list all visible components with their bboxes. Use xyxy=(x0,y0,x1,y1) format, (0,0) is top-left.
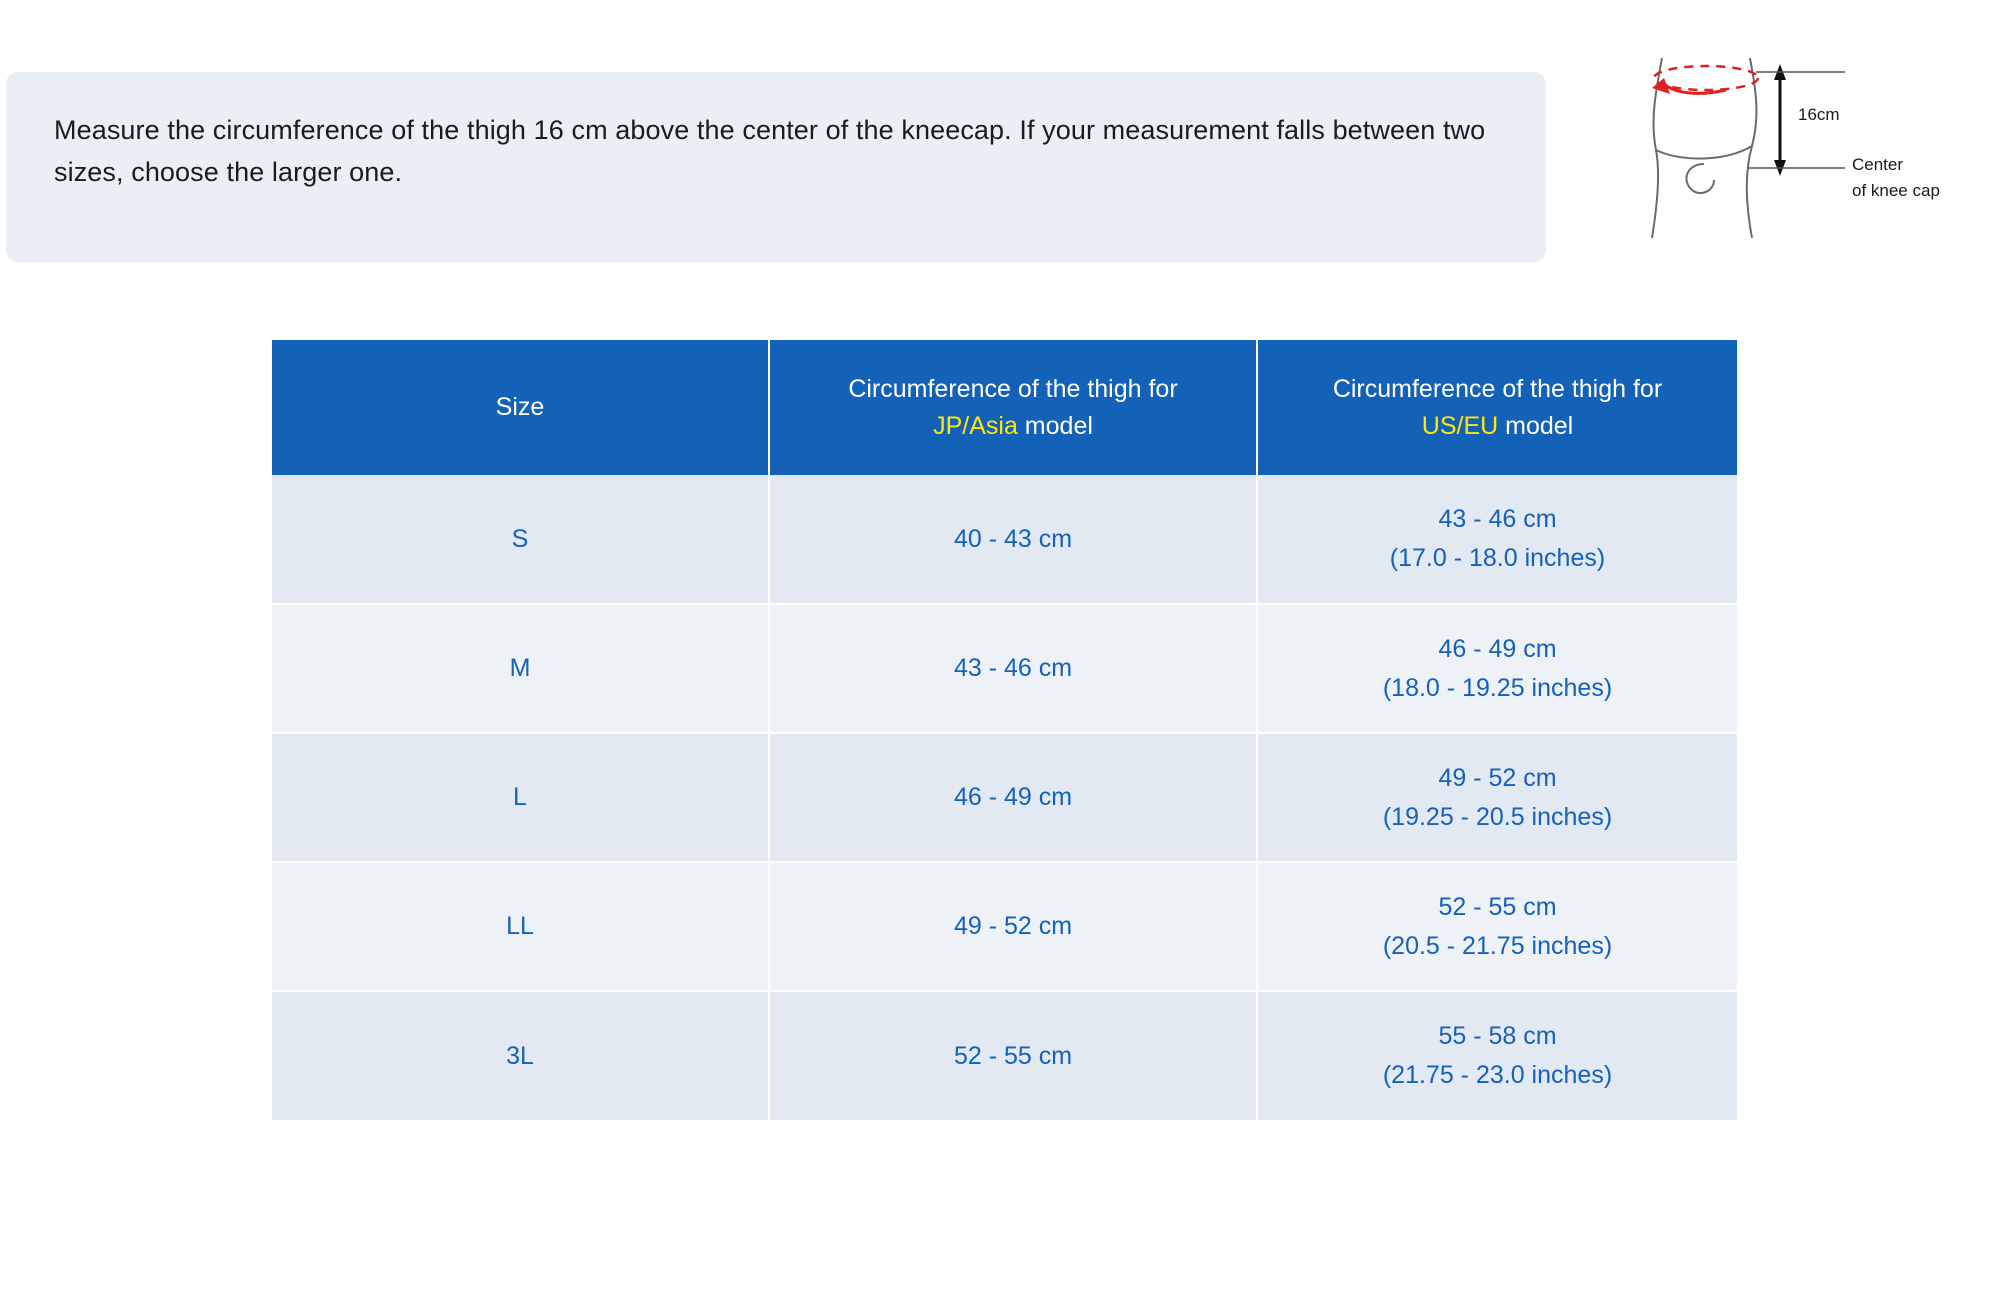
size-chart xyxy=(272,340,1737,1120)
instruction-banner xyxy=(6,72,1546,262)
cell-jp-range: 43 - 46 cm xyxy=(769,604,1257,733)
column-header-us-highlight: US/EU xyxy=(1421,411,1499,440)
column-header-jp-highlight: JP/Asia xyxy=(933,411,1018,440)
cell-size: LL xyxy=(272,862,769,991)
cell-us-range-cm: 43 - 46 cm xyxy=(1438,505,1557,534)
cell-us-range-cm: 49 - 52 cm xyxy=(1438,763,1557,792)
diagram-center-label-line1: Center xyxy=(1852,155,1904,174)
table-row xyxy=(272,862,1737,991)
column-header-size-label: Size xyxy=(495,393,545,422)
cell-us-range-inches: (21.75 - 23.0 inches) xyxy=(1382,1061,1613,1089)
cell-us-range-inches: (17.0 - 18.0 inches) xyxy=(1389,544,1606,572)
diagram-measure-label: 16cm xyxy=(1798,105,1840,124)
cell-us-range-inches: (18.0 - 19.25 inches) xyxy=(1382,673,1613,702)
column-header-us-eu xyxy=(1257,340,1737,475)
table-row xyxy=(272,604,1737,733)
cell-size: S xyxy=(272,475,769,604)
cell-us-range-cm: 52 - 55 cm xyxy=(1438,892,1557,921)
column-header-jp-suffix: model xyxy=(1017,411,1093,440)
column-header-jp-prefix: Circumference of the thigh for xyxy=(848,375,1178,404)
cell-us-range xyxy=(1257,733,1737,862)
cell-us-range-inches: (19.25 - 20.5 inches) xyxy=(1382,802,1613,831)
table-row xyxy=(272,733,1737,862)
cell-us-range xyxy=(1257,991,1737,1120)
cell-size: L xyxy=(272,733,769,862)
diagram-center-label-line2: of knee cap xyxy=(1852,181,1940,200)
cell-jp-range: 49 - 52 cm xyxy=(769,862,1257,991)
cell-us-range-inches: (20.5 - 21.75 inches) xyxy=(1382,931,1613,960)
cell-size: 3L xyxy=(272,991,769,1120)
cell-us-range xyxy=(1257,475,1737,604)
cell-us-range xyxy=(1257,604,1737,733)
column-header-size xyxy=(272,340,769,475)
table-row xyxy=(272,475,1737,604)
cell-us-range xyxy=(1257,862,1737,991)
cell-jp-range: 46 - 49 cm xyxy=(769,733,1257,862)
cell-size: M xyxy=(272,604,769,733)
table-header-row xyxy=(272,340,1737,475)
cell-us-range-cm: 46 - 49 cm xyxy=(1438,634,1557,663)
table-row xyxy=(272,991,1737,1120)
size-table xyxy=(272,340,1737,1120)
column-header-us-suffix: model xyxy=(1498,411,1574,440)
instruction-text: Measure the circumference of the thigh 16 cm above the center of the kneecap. If your measurement falls between two sizes, choose the larger one. xyxy=(54,115,1486,187)
column-header-us-prefix: Circumference of the thigh for xyxy=(1332,375,1663,404)
column-header-jp-asia xyxy=(769,340,1257,475)
cell-jp-range: 40 - 43 cm xyxy=(769,475,1257,604)
knee-measurement-diagram xyxy=(1630,50,1990,250)
cell-jp-range: 52 - 55 cm xyxy=(769,991,1257,1120)
cell-us-range-cm: 55 - 58 cm xyxy=(1438,1022,1557,1051)
